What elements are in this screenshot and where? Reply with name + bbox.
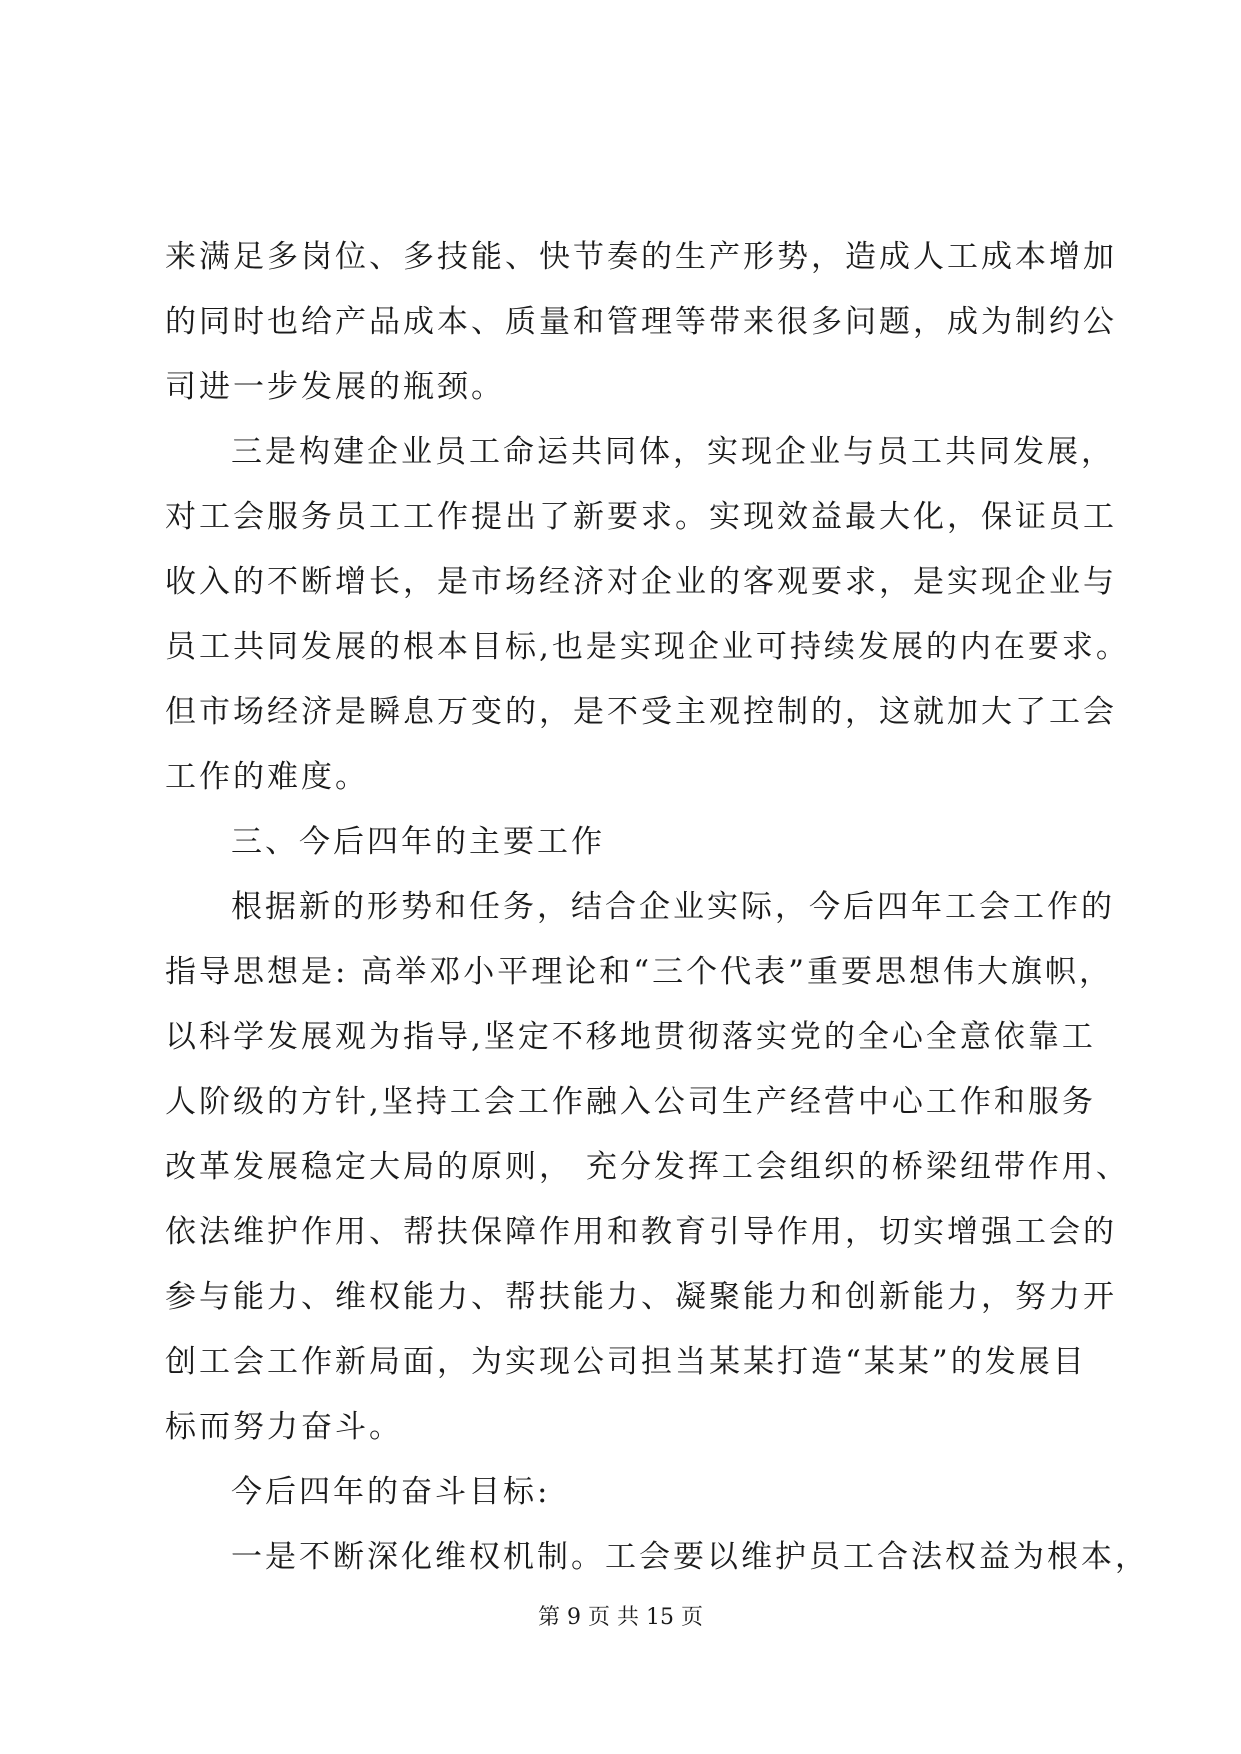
text-line: 改革发展稳定大局的原则， 充分发挥工会组织的桥梁纽带作用、 [165, 1149, 1130, 1185]
text-line: 创工会工作新局面，为实现公司担当某某打造“某某”的发展目 [165, 1344, 1087, 1380]
text-line: 三、今后四年的主要工作 [231, 824, 605, 860]
page-footer [0, 1603, 1241, 1633]
page-number-label: 第 9 页 共 15 页 [538, 1605, 703, 1630]
body-text [165, 225, 1149, 1590]
text-line: 指导思想是: 高举邓小平理论和“三个代表”重要思想伟大旗帜， [165, 954, 1113, 990]
text-line: 收入的不断增长，是市场经济对企业的客观要求，是实现企业与 [165, 564, 1117, 600]
text-line: 一是不断深化维权机制。工会要以维护员工合法权益为根本， [231, 1539, 1149, 1575]
text-line: 的同时也给产品成本、质量和管理等带来很多问题，成为制约公 [165, 304, 1117, 340]
text-line: 今后四年的奋斗目标: [231, 1474, 551, 1510]
text-line: 工作的难度。 [165, 759, 369, 795]
text-line: 对工会服务员工工作提出了新要求。实现效益最大化，保证员工 [165, 499, 1117, 535]
text-line: 但市场经济是瞬息万变的，是不受主观控制的，这就加大了工会 [165, 694, 1117, 730]
text-line: 参与能力、维权能力、帮扶能力、凝聚能力和创新能力，努力开 [165, 1279, 1117, 1315]
text-line: 以科学发展观为指导,坚定不移地贯彻落实党的全心全意依靠工 [165, 1019, 1096, 1055]
text-line: 来满足多岗位、多技能、快节奏的生产形势，造成人工成本增加 [165, 239, 1117, 275]
text-line: 根据新的形势和任务，结合企业实际，今后四年工会工作的 [231, 889, 1115, 925]
text-line: 依法维护作用、帮扶保障作用和教育引导作用，切实增强工会的 [165, 1214, 1117, 1250]
text-line: 人阶级的方针,坚持工会工作融入公司生产经营中心工作和服务 [165, 1084, 1096, 1120]
text-line: 标而努力奋斗。 [165, 1409, 403, 1445]
text-line: 三是构建企业员工命运共同体，实现企业与员工共同发展， [231, 434, 1115, 470]
text-line: 司进一步发展的瓶颈。 [165, 369, 505, 405]
text-line: 员工共同发展的根本目标,也是实现企业可持续发展的内在要求。 [165, 629, 1130, 665]
